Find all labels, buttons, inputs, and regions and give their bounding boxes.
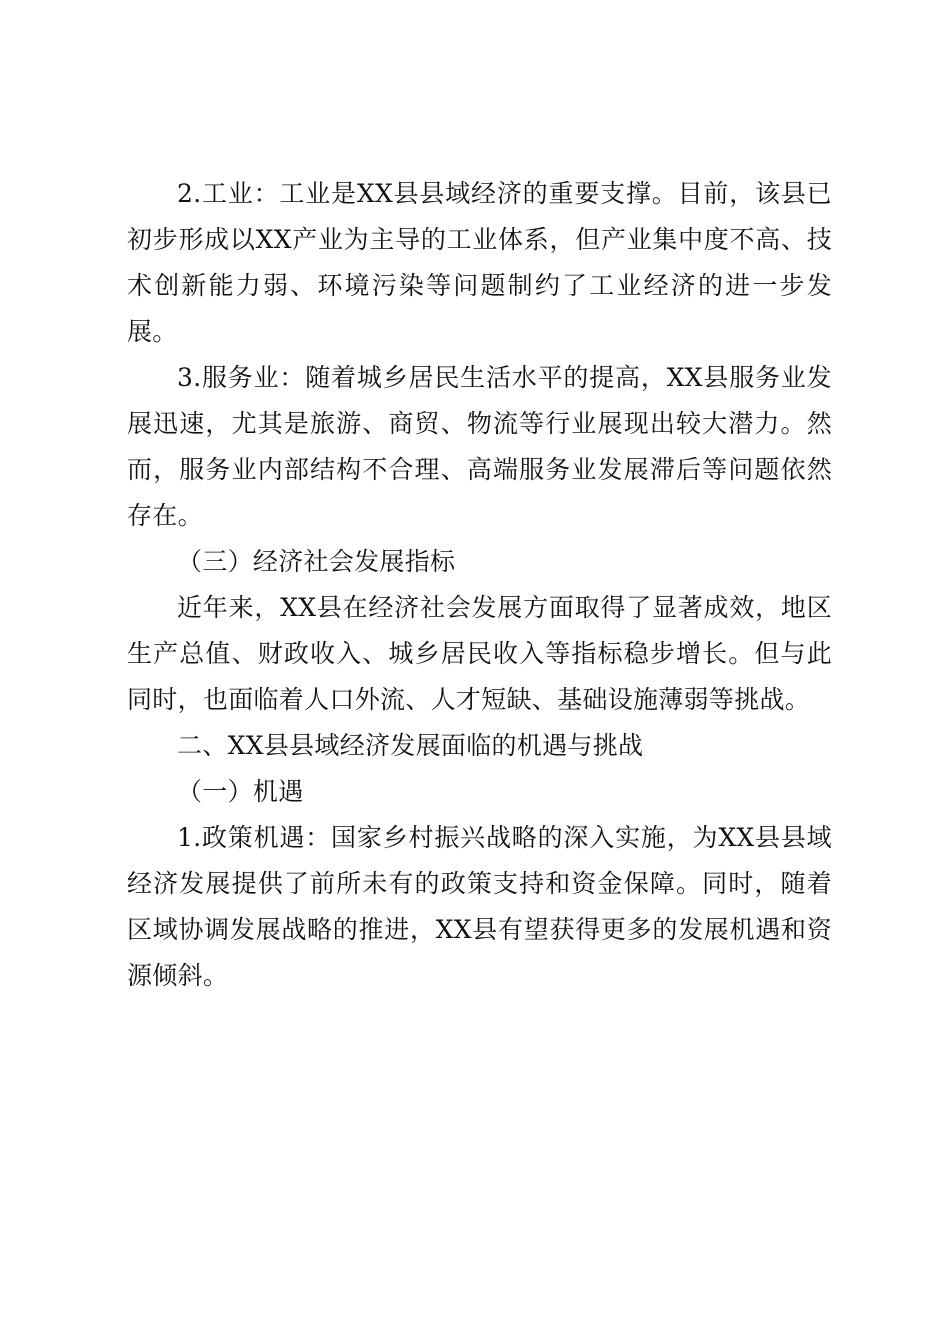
chapter-heading-opportunities-challenges: 二、XX县县域经济发展面临的机遇与挑战 xyxy=(177,731,644,760)
paragraph-service-industry: 3.服务业：随着城乡居民生活水平的提高，XX县服务业发展迅速，尤其是旅游、商贸、物流等行业展现出较大潜力。然而，服务业内部结构不合理、高端服务业发展滞后等问题依然存在。 xyxy=(127,363,832,530)
document-body xyxy=(127,171,832,999)
paragraph-indicators: 近年来，XX县在经济社会发展方面取得了显著成效，地区生产总值、财政收入、城乡居民收入等指标稳步增长。但与此同时，也面临着人口外流、人才短缺、基础设施薄弱等挑战。 xyxy=(127,593,832,714)
section-heading-opportunities: （一）机遇 xyxy=(177,777,304,806)
section-heading-indicators: （三）经济社会发展指标 xyxy=(177,547,456,576)
paragraph-industry: 2.工业：工业是XX县县域经济的重要支撑。目前，该县已初步形成以XX产业为主导的工业体系，但产业集中度不高、技术创新能力弱、环境污染等问题制约了工业经济的进一步发展。 xyxy=(127,179,832,346)
paragraph-policy-opportunity: 1.政策机遇：国家乡村振兴战略的深入实施，为XX县县域经济发展提供了前所未有的政策支持和资金保障。同时，随着区域协调发展战略的推进，XX县有望获得更多的发展机遇和资源倾斜。 xyxy=(127,823,832,990)
